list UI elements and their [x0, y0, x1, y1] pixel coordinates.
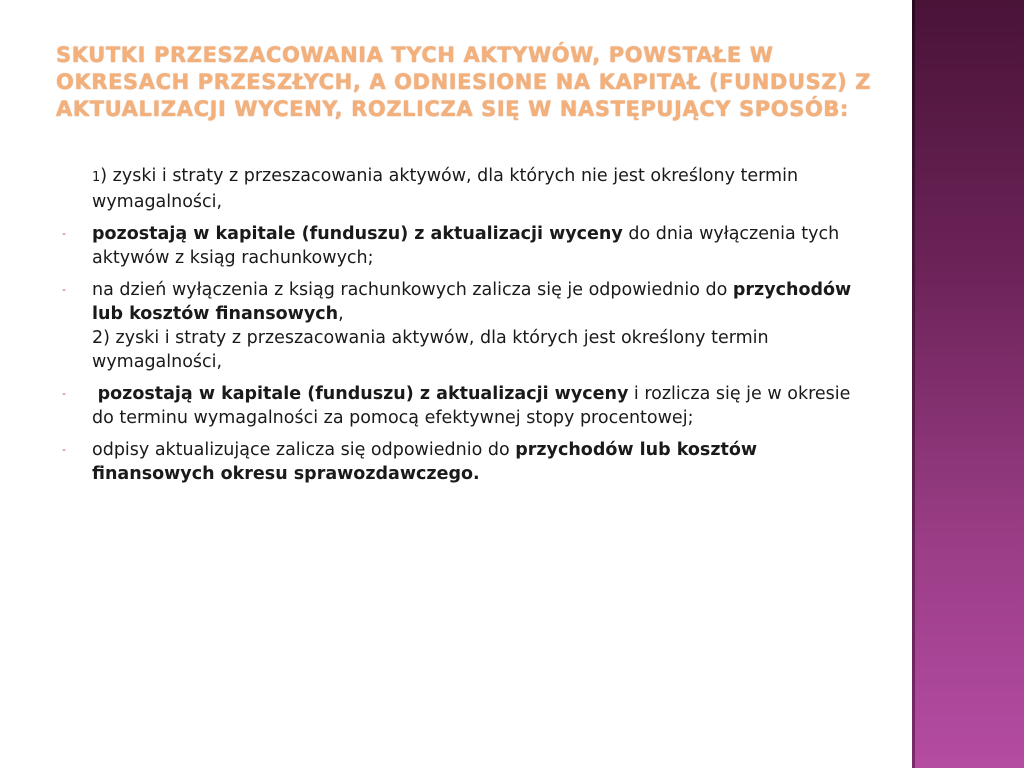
- bullet-item-3: [56, 382, 856, 430]
- bullet-marker: -: [62, 283, 66, 296]
- slide-title: SKUTKI PRZESZACOWANIA TYCH AKTYWÓW, POWSTAŁE W OKRESACH PRZESZŁYCH, A ODNIESIONE NA KAPITAŁ (FUNDUSZ) Z AKTUALIZACJI WYCENY, ROZLICZA SIĘ W NASTĘPUJĄCY SPOSÓB:: [56, 43, 872, 121]
- bullet-2-tail: ,: [338, 304, 344, 324]
- slide-body: [56, 164, 856, 494]
- bullet-4-text: odpisy aktualizujące zalicza się odpowiednio do: [92, 440, 516, 460]
- bullet-item-4: [56, 438, 856, 486]
- bullet-marker: -: [62, 387, 66, 400]
- bullet-2-bold: przychodów lub kosztów finansowych: [92, 280, 852, 324]
- item-1-number: 1: [92, 170, 101, 185]
- item-2-text: 2) zyski i straty z przeszacowania aktywów, dla których jest określony termin wymagalności,: [92, 328, 769, 372]
- item-1-text: ) zyski i straty z przeszacowania aktywów, dla których nie jest określony termin wymagalności,: [92, 166, 799, 212]
- decorative-side-band: [912, 0, 1024, 768]
- bullet-1-bold: pozostają w kapitale (funduszu) z aktualizacji wyceny: [92, 224, 623, 244]
- bullet-3-bold: pozostają w kapitale (funduszu) z aktualizacji wyceny: [97, 384, 629, 404]
- bullet-marker: -: [62, 443, 66, 456]
- bullet-1-text: do dnia wyłączenia tych aktywów z ksiąg rachunkowych;: [92, 224, 840, 268]
- paragraph-item-1: [56, 164, 856, 214]
- bullet-item-1: [56, 222, 856, 270]
- bullet-2-text: na dzień wyłączenia z ksiąg rachunkowych zalicza się je odpowiednio do: [92, 280, 733, 300]
- bullet-4-bold: przychodów lub kosztów finansowych okresu sprawozdawczego.: [92, 440, 758, 484]
- bullet-3-text: i rozlicza się je w okresie do terminu wymagalności za pomocą efektywnej stopy procentowej;: [92, 384, 851, 428]
- bullet-item-2: [56, 278, 856, 374]
- bullet-marker: -: [62, 227, 66, 240]
